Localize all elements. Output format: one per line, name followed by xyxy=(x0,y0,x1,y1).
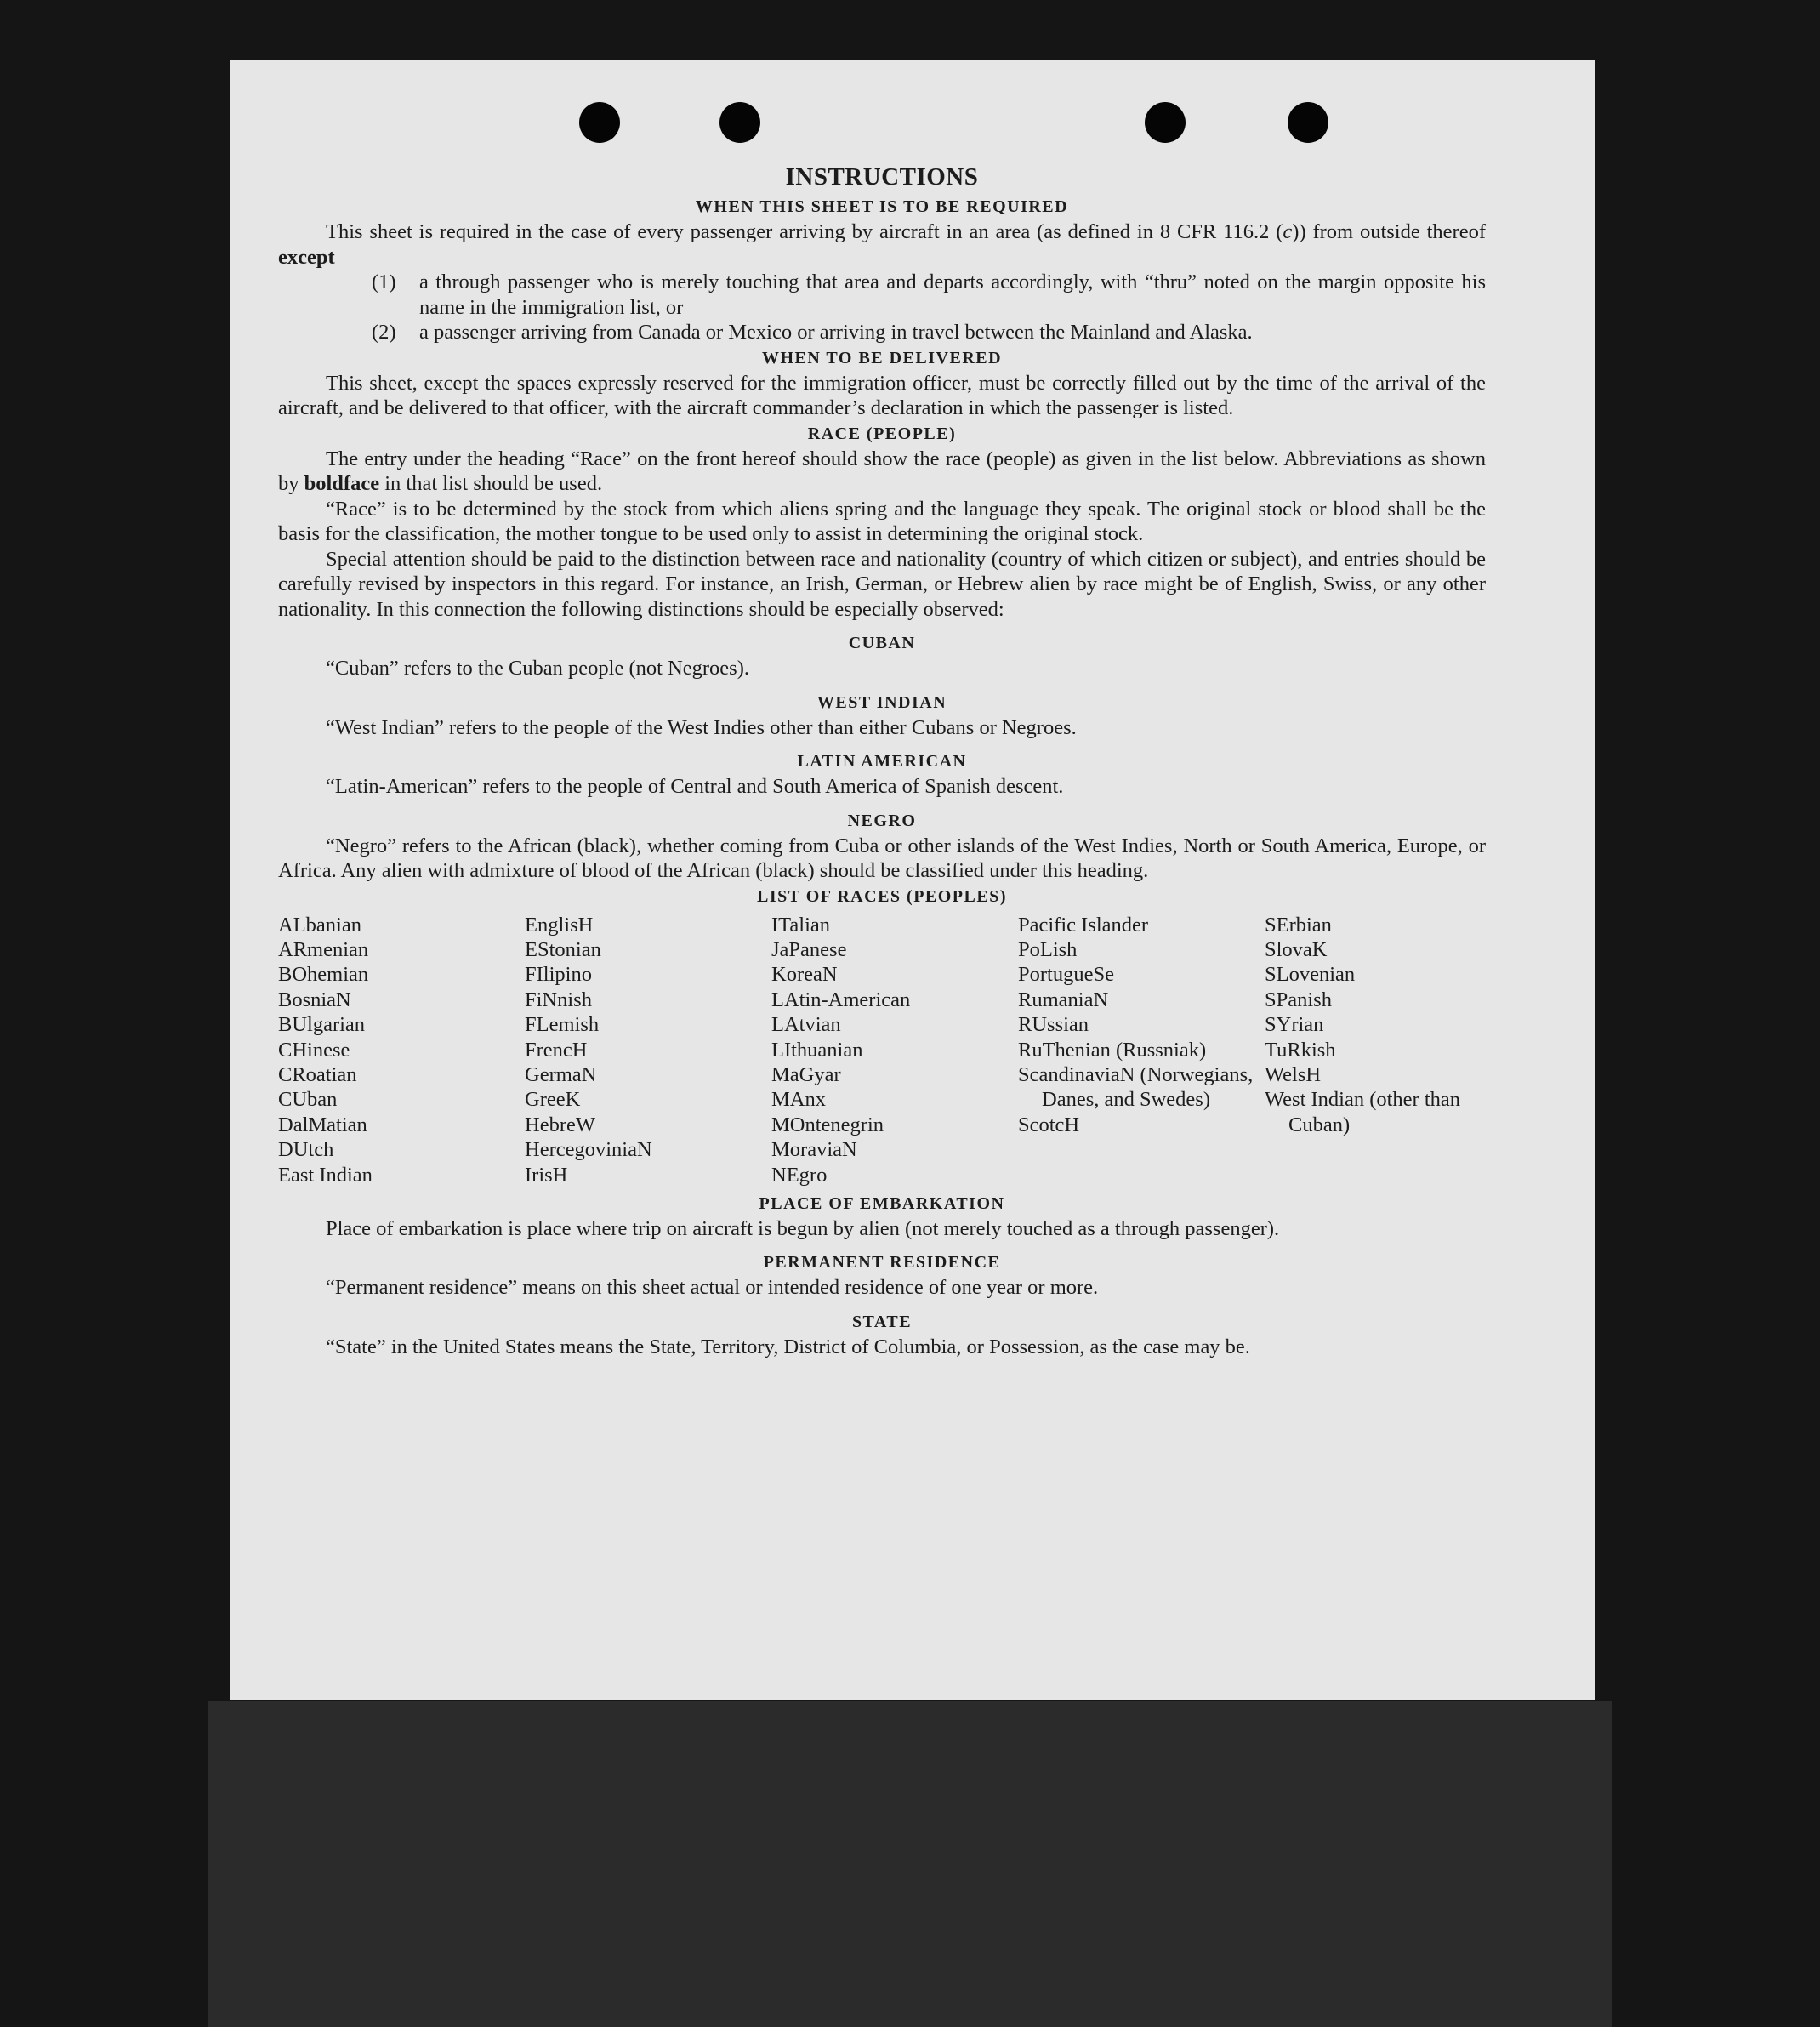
race-entry: MAnx xyxy=(771,1088,826,1112)
section-heading-cuban: CUBAN xyxy=(848,634,916,652)
race-entry: FIlipino xyxy=(525,963,592,987)
instruction-sheet xyxy=(230,60,1595,1700)
race-column xyxy=(1265,913,1511,1187)
race-entry: BUlgarian xyxy=(278,1013,366,1037)
west-indian-text: “West Indian” refers to the people of the West Indies other than either Cubans or Negroes. xyxy=(326,715,1077,739)
punch-hole xyxy=(1288,102,1328,143)
race-entry: JaPanese xyxy=(771,937,847,961)
race-entry: IrisH xyxy=(525,1163,568,1187)
race-entry: RUssian xyxy=(1018,1013,1089,1037)
race-entry: East Indian xyxy=(278,1163,373,1187)
race-entry: GermaN xyxy=(525,1062,597,1086)
section-heading-state: STATE xyxy=(851,1312,913,1331)
race-list xyxy=(278,913,1486,1187)
race-entry: ScotcH xyxy=(1018,1113,1080,1136)
race-entry: HercegoviniaN xyxy=(525,1138,652,1162)
race-entry: RumaniaN xyxy=(1018,988,1109,1011)
race-column xyxy=(278,913,525,1187)
race-column xyxy=(1018,913,1265,1187)
race-paragraph: “Race” is to be determined by the stock from which aliens spring and the language they speak. The original stock or blood shall be the basis for the classification, the mother tongue to be used only to assist in determining the original stock. xyxy=(278,497,1486,545)
race-entry: ITalian xyxy=(771,913,831,937)
delivered-text: This sheet, except the spaces expressly reserved for the immigration officer, must be correctly filled out by the time of the arrival of the aircraft, and be delivered to that officer, with the aircraft commander’s declaration in which the passenger is listed. xyxy=(278,371,1486,419)
race-entry: LAtin-American xyxy=(771,988,911,1011)
race-entry: SLovenian xyxy=(1265,963,1356,987)
race-entry: BOhemian xyxy=(278,963,369,987)
race-entry: LAtvian xyxy=(771,1013,841,1037)
section-heading-delivered: WHEN TO BE DELIVERED xyxy=(761,348,1003,367)
race-entry: RuThenian (Russniak) xyxy=(1018,1038,1207,1062)
race-entry: FrencH xyxy=(525,1038,588,1062)
race-entry: MOntenegrin xyxy=(771,1113,884,1136)
race-entry: KoreaN xyxy=(771,963,838,987)
race-entry: CHinese xyxy=(278,1038,350,1062)
section-heading-required: WHEN THIS SHEET IS TO BE REQUIRED xyxy=(695,197,1069,216)
race-entry: ARmenian xyxy=(278,937,369,961)
required-intro: This sheet is required in the case of every passenger arriving by aircraft in an area (as defined in 8 CFR 116.2 (c)) from outside thereof except xyxy=(278,220,1486,269)
race-entry: Pacific Islander xyxy=(1018,913,1149,937)
section-heading-negro: NEGRO xyxy=(847,811,917,830)
race-entry: SErbian xyxy=(1265,913,1332,937)
section-heading-residence: PERMANENT RESIDENCE xyxy=(763,1253,1001,1273)
section-heading-latin-american: LATIN AMERICAN xyxy=(797,752,967,771)
race-entry: PortugueSe xyxy=(1018,963,1114,987)
negro-text: “Negro” refers to the African (black), whether coming from Cuba or other islands of the West Indies, North or South America, Europe, or Africa. Any alien with admixture of blood of the African (black) should be classified under this heading. xyxy=(278,834,1486,882)
race-column xyxy=(771,913,1018,1187)
race-entry: NEgro xyxy=(771,1163,828,1187)
race-entry: West Indian (other than Cuban) xyxy=(1265,1088,1461,1136)
race-entry: CRoatian xyxy=(278,1062,357,1086)
race-column xyxy=(525,913,771,1187)
race-entry: CUban xyxy=(278,1088,338,1112)
section-heading-race-list: LIST OF RACES (PEOPLES) xyxy=(756,886,1007,906)
race-entry: FiNnish xyxy=(525,988,592,1011)
punch-hole xyxy=(719,102,760,143)
race-entry: EStonian xyxy=(525,937,601,961)
state-text: “State” in the United States means the State, Territory, District of Columbia, or Possession, as the case may be. xyxy=(326,1335,1250,1358)
race-entry: MaGyar xyxy=(771,1062,841,1086)
race-entry: ScandinaviaN (Norwegians, Danes, and Swedes) xyxy=(1018,1062,1254,1112)
race-entry: GreeK xyxy=(525,1088,581,1112)
punch-hole xyxy=(579,102,620,143)
race-entry: MoraviaN xyxy=(771,1138,857,1162)
section-heading-embarkation: PLACE OF EMBARKATION xyxy=(759,1193,1005,1213)
film-background xyxy=(208,1701,1612,2027)
race-paragraph: Special attention should be paid to the distinction between race and nationality (country of which citizen or subject), and entries should be carefully revised by inspectors in this regard. For instance, an Irish, German, or Hebrew alien by race might be of English, Swiss, or any other nationality. In this connection the following distinctions should be especially observed: xyxy=(278,547,1486,621)
page-title: INSTRUCTIONS xyxy=(785,163,979,191)
race-entry: WelsH xyxy=(1265,1062,1322,1086)
race-entry: SlovaK xyxy=(1265,937,1328,961)
race-entry: HebreW xyxy=(525,1113,595,1136)
race-entry: DalMatian xyxy=(278,1113,367,1136)
race-entry: ALbanian xyxy=(278,913,361,937)
cuban-text: “Cuban” refers to the Cuban people (not Negroes). xyxy=(326,657,749,680)
race-entry: EnglisH xyxy=(525,913,594,937)
race-paragraph: The entry under the heading “Race” on the front hereof should show the race (people) as given in the list below. Abbreviations as shown by boldface in that list should be used. xyxy=(278,447,1486,495)
sheet-content xyxy=(278,162,1486,1359)
race-entry: FLemish xyxy=(525,1013,600,1037)
section-heading-race: RACE (PEOPLE) xyxy=(807,424,957,443)
race-entry: TuRkish xyxy=(1265,1038,1336,1062)
residence-text: “Permanent residence” means on this sheet actual or intended residence of one year or more. xyxy=(326,1276,1099,1300)
section-heading-west-indian: WEST INDIAN xyxy=(816,692,947,712)
race-entry: PoLish xyxy=(1018,937,1078,961)
race-entry: DUtch xyxy=(278,1138,334,1162)
exception-item: (1) a through passenger who is merely touching that area and departs accordingly, with “thru” noted on the margin opposite his name in the immigration list, or xyxy=(372,270,1486,319)
race-entry: BosniaN xyxy=(278,988,351,1011)
exception-item: (2) a passenger arriving from Canada or Mexico or arriving in travel between the Mainland and Alaska. xyxy=(372,321,1253,344)
race-entry: SPanish xyxy=(1265,988,1332,1011)
punch-hole xyxy=(1145,102,1186,143)
race-entry: LIthuanian xyxy=(771,1038,863,1062)
embarkation-text: Place of embarkation is place where trip on aircraft is begun by alien (not merely touched as a through passenger). xyxy=(326,1216,1280,1240)
latin-american-text: “Latin-American” refers to the people of Central and South America of Spanish descent. xyxy=(326,775,1064,798)
race-entry: SYrian xyxy=(1265,1013,1324,1037)
